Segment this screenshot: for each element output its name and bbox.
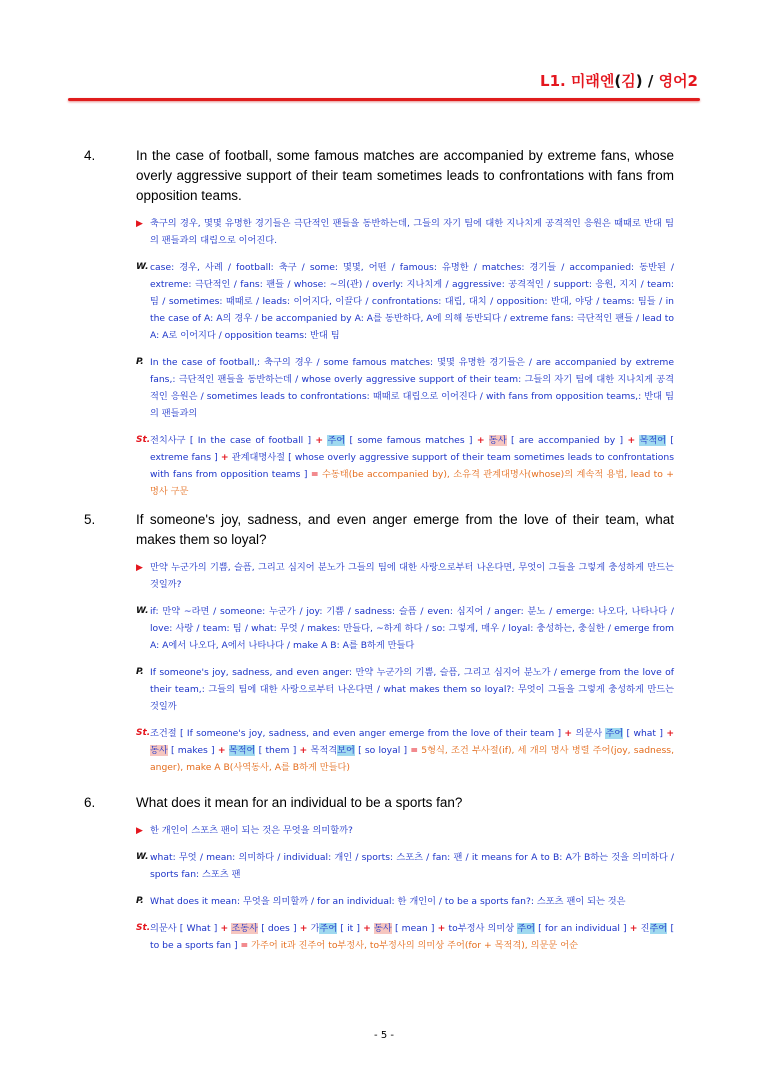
phrase-notes xyxy=(136,354,674,422)
question-number: 4. xyxy=(84,148,96,163)
subject-name: 영어2 xyxy=(658,72,698,90)
plus-sign: + xyxy=(220,452,229,463)
word-notes-text: case: 경우, 사례 / football: 축구 / some: 몇몇, 어떤 / famous: 유명한 / matches: 경기들 / accompanied: 동반된 / extreme: 극단적인 / fans: 팬들 / whose: ~의(관) / overly: 지나치게 / aggressive: 공격적인 / support: 응원, 지지 / team: 팀 / sometimes: 때때로 / leads: 이어지다, 이끌다 / confrontations: 대립, 대치 / opposition: 반대, 야당 / teams: 팀들 / in the case of A: A의 경우 / be accompanied by A: A를 동반하다, A에 의해 동반되다 / extreme fans: 극단적인 팬들 / lead to A: A로 이어지다 / opposition teams: 반대 팀 xyxy=(150,262,674,341)
true-subject-prefix: 진 xyxy=(640,923,650,934)
structure-part: [ does ] xyxy=(258,923,300,934)
triangle-bullet-icon: ▶ xyxy=(136,826,143,836)
words-marker: W. xyxy=(136,262,149,272)
fake-subject-prefix: 가 xyxy=(310,923,320,934)
subject-tag: 주어 xyxy=(517,923,536,934)
structure-notes xyxy=(136,920,674,954)
question-sentence: If someone's joy, sadness, and even anger emerge from the love of their team, what makes them so loyal? xyxy=(136,512,674,547)
plus-sign: + xyxy=(629,923,638,934)
words-marker: W. xyxy=(136,852,149,862)
structure-part: 조건절 [ If someone's joy, sadness, and even anger emerge from the love of their team ] xyxy=(150,728,565,739)
phrase-notes-text: What does it mean: 무엇을 의미할까 / for an individual: 한 개인이 / to be a sports fan?: 스포츠 팬이 되는 것은 xyxy=(150,896,626,907)
question-6-head xyxy=(84,793,674,813)
structure-summary: (be accompanied by), 소유격 관계대명사(whose)의 계속적 용법, lead to + 명사 구문 xyxy=(150,469,674,497)
question-number: 5. xyxy=(84,512,96,527)
structure-part: 전치사구 [ In the case of football ] xyxy=(150,435,316,446)
phrase-notes-text: If someone's joy, sadness, and even anger: 만약 누군가의 기쁨, 슬픔, 그리고 심지어 분노가 / emerge from the love of their team,: 그들의 팀에 대한 사랑으로부터 나온다면 / what makes them so loyal?: 무엇이 그들을 그렇게 충성하게 만드는 것일까 xyxy=(150,667,674,712)
paren-open: ( xyxy=(614,72,622,90)
subject-tag: 주어 xyxy=(319,923,338,934)
structure-part: [ makes ] xyxy=(167,745,218,756)
word-notes-text: what: 무엇 / mean: 의미하다 / individual: 개인 / sports: 스포츠 / fan: 팬 / it means for A to B: A가 B하는 것을 의미하다 / sports fan: 스포츠 팬 xyxy=(150,852,674,880)
structure-marker: St. xyxy=(136,923,151,933)
structure-part: [ some famous matches ] xyxy=(345,435,477,446)
plus-sign: + xyxy=(564,728,573,739)
question-5 xyxy=(84,510,674,776)
translation xyxy=(136,559,674,593)
structure-part: [ for an individual ] xyxy=(535,923,630,934)
question-4 xyxy=(84,146,674,500)
title-separator: / xyxy=(642,72,659,90)
structure-part: 의문사 [ What ] xyxy=(150,923,221,934)
question-sentence: In the case of football, some famous matches are accompanied by extreme fans, whose overly aggressive support of their team sometimes leads to confrontations with fans from opposition teams. xyxy=(136,148,674,203)
structure-part: [ them ] xyxy=(255,745,300,756)
structure-summary: 5형식, 조건 부사절(if), 세 개의 명사 병렬 주어(joy, sadness, anger), make A B(사역동사, A를 B하게 만들다) xyxy=(150,745,675,773)
structure-part: 관계대명사절 [ whose overly aggressive support of their team sometimes leads to confrontations with fans from opposition teams ] xyxy=(150,452,674,480)
publisher-name: 미래엔 xyxy=(570,72,615,90)
structure-marker: St. xyxy=(136,435,151,445)
header-rule xyxy=(68,98,700,101)
translation xyxy=(136,215,674,249)
question-sentence: What does it mean for an individual to be a sports fan? xyxy=(136,795,463,810)
subject-tag: 주어 xyxy=(327,435,346,446)
translation-text: 한 개인이 스포츠 팬이 되는 것은 무엇을 의미할까? xyxy=(150,825,353,836)
word-notes xyxy=(136,603,674,654)
words-marker: W. xyxy=(136,606,149,616)
question-6 xyxy=(84,793,674,954)
structure-part: [ so loyal ] xyxy=(354,745,411,756)
plus-sign: + xyxy=(437,923,446,934)
verb-tag: 동사 xyxy=(374,923,392,934)
structure-part: [ it ] xyxy=(337,923,364,934)
structure-notes xyxy=(136,432,674,500)
plus-sign: + xyxy=(666,728,675,739)
plus-sign: + xyxy=(299,923,308,934)
equals-sign: = xyxy=(310,469,319,480)
plus-sign: + xyxy=(220,923,229,934)
plus-sign: + xyxy=(315,435,324,446)
equals-sign: = xyxy=(240,940,249,951)
page-number: - 5 - xyxy=(374,1030,394,1041)
verb-tag: 동사 xyxy=(150,745,168,756)
auxiliary-tag: 조동사 xyxy=(231,923,259,934)
question-5-head xyxy=(84,510,674,550)
passive-note: 수동태 xyxy=(321,469,349,480)
subject-tag: 주어 xyxy=(649,923,668,934)
structure-part: [ are accompanied by ] xyxy=(506,435,628,446)
page-header-title xyxy=(540,70,698,91)
author-name: 김 xyxy=(621,72,636,90)
plus-sign: + xyxy=(299,745,308,756)
phrases-marker: P. xyxy=(136,357,144,367)
triangle-bullet-icon: ▶ xyxy=(136,219,143,229)
structure-part: [ extreme fans ] xyxy=(150,435,675,463)
phrase-notes xyxy=(136,664,674,715)
word-notes-text: if: 만약 ~라면 / someone: 누군가 / joy: 기쁨 / sadness: 슬픔 / even: 심지어 / anger: 분노 / emerge: 나오다, 나타나다 / love: 사랑 / team: 팀 / what: 무엇 / makes: 만들다, ~하게 하다 / so: 그렇게, 매우 / loyal: 충성하는, 충실한 / emerge from A: A에서 나오다, A에서 나타나다 / make A B: A를 B하게 만들다 xyxy=(150,606,674,651)
question-4-head xyxy=(84,146,674,206)
verb-tag: 동사 xyxy=(488,435,507,446)
paren-close: ) xyxy=(635,72,643,90)
subject-tag: 주어 xyxy=(605,728,624,739)
structure-part: [ to be a sports fan ] xyxy=(150,923,675,951)
triangle-bullet-icon: ▶ xyxy=(136,563,143,573)
object-tag: 목적어 xyxy=(228,745,256,756)
question-number: 6. xyxy=(84,795,96,810)
word-notes xyxy=(136,849,674,883)
phrase-notes xyxy=(136,893,674,910)
structure-part: 목적격 xyxy=(307,745,338,756)
complement-tag: 보어 xyxy=(337,745,355,756)
translation-text: 만약 누군가의 기쁨, 슬픔, 그리고 심지어 분노가 그들의 팀에 대한 사랑으로부터 나온다면, 무엇이 그들을 그렇게 충성하게 만드는 것일까? xyxy=(150,562,674,590)
structure-part: [ mean ] xyxy=(391,923,438,934)
structure-notes xyxy=(136,725,674,776)
plus-sign: + xyxy=(476,435,485,446)
structure-part: 의문사 xyxy=(572,728,606,739)
plus-sign: + xyxy=(363,923,371,934)
translation-text: 축구의 경우, 몇몇 유명한 경기들은 극단적인 팬들을 동반하는데, 그들의 자기 팀에 대한 지나치게 공격적인 응원은 때때로 반대 팀의 팬들과의 대립으로 이어진다. xyxy=(150,218,674,246)
structure-part: [ what ] xyxy=(623,728,667,739)
structure-marker: St. xyxy=(136,728,151,738)
phrases-marker: P. xyxy=(136,896,144,906)
structure-summary: 가주어 it과 진주어 to부정사, to부정사의 의미상 주어(for + 목적격), 의문문 어순 xyxy=(248,940,578,951)
plus-sign: + xyxy=(217,745,226,756)
lesson-number: L1. xyxy=(540,72,571,90)
phrases-marker: P. xyxy=(136,667,144,677)
structure-part: to부정사 의미상 xyxy=(445,923,518,934)
word-notes xyxy=(136,259,674,344)
translation xyxy=(136,822,674,839)
object-tag: 목적어 xyxy=(639,435,667,446)
equals-sign: = xyxy=(410,745,419,756)
phrase-notes-text: In the case of football,: 축구의 경우 / some famous matches: 몇몇 유명한 경기들은 / are accompanied by extreme fans,: 극단적인 팬들을 동반하는데 / whose overly aggressive support of their team: 그들의 자기 팀에 대한 지나치게 공격적인 응원은 / sometimes leads to confrontations: 때때로 대립으로 이어진다 / with fans from opposition teams,: 반대 팀의 팬들과의 xyxy=(150,357,674,419)
plus-sign: + xyxy=(627,435,636,446)
